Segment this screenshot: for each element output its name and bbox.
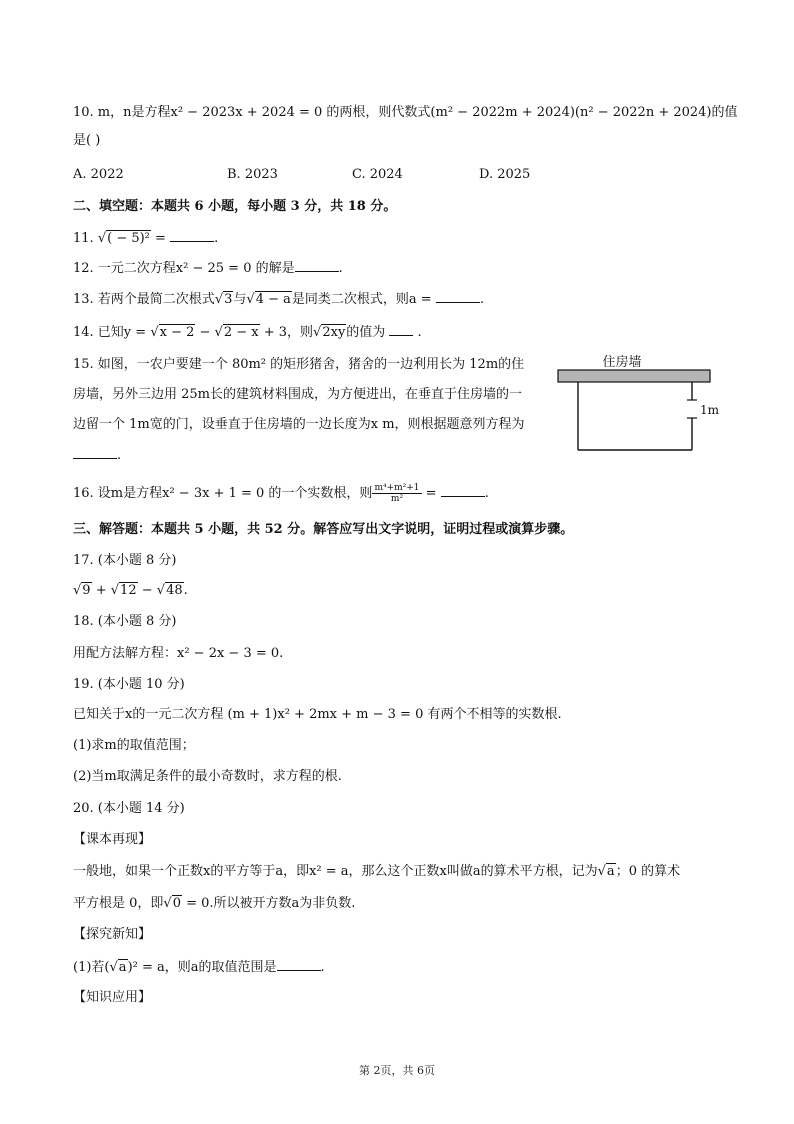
q16-numerator: m⁴+m²+1 bbox=[374, 483, 420, 493]
q11-suffix: = bbox=[150, 231, 171, 246]
q19-body: 已知关于x的一元二次方程 (m + 1)x² + 2mx + m − 3 = 0 有两个不相等的实数根. bbox=[73, 707, 562, 722]
q20-sub3: 【知识应用】 bbox=[73, 990, 152, 1005]
q20-part1 bbox=[73, 958, 733, 977]
q20-part1-end: . bbox=[320, 960, 325, 975]
sqrt-symbol: √12 bbox=[110, 583, 137, 598]
q10-option-b: B. 2023 bbox=[227, 167, 278, 182]
q17-radicand-3: 48 bbox=[166, 583, 183, 598]
q17-title: 17. (本小题 8 分) bbox=[73, 553, 177, 568]
q13-line bbox=[73, 290, 733, 309]
q20-part1-answer-blank[interactable] bbox=[277, 958, 321, 971]
q15-answer-blank[interactable] bbox=[73, 446, 117, 459]
q17-radicand-1: 9 bbox=[82, 583, 91, 598]
q15-line1: 15. 如图，一农户要建一个 80m² 的矩形猪舍，猪舍的一边利用长为 12m的住 bbox=[73, 357, 525, 372]
q20-para2-a: 平方根是 0，即 bbox=[73, 896, 164, 911]
q14-radicand-3: 2xy bbox=[322, 325, 346, 340]
q14-tail: 的值为 bbox=[346, 325, 386, 340]
q16-prefix: 16. 设m是方程x² − 3x + 1 = 0 的一个实数根，则 bbox=[73, 486, 373, 501]
q10-stem-line2: 是( ) bbox=[73, 133, 101, 148]
q20-para1 bbox=[73, 863, 733, 881]
section2-heading: 二、填空题：本题共 6 小题，每小题 3 分，共 18 分。 bbox=[73, 199, 397, 214]
q20-para2 bbox=[73, 895, 733, 913]
q13-radicand-1: 3 bbox=[224, 292, 233, 307]
q20-para1-a: 一般地，如果一个正数x的平方等于a，即x² = a，那么这个正数x叫做a的算术平方根，记为 bbox=[73, 864, 598, 879]
q17-end: . bbox=[183, 583, 188, 598]
q17-minus: − bbox=[137, 583, 157, 598]
q14-answer-blank[interactable] bbox=[389, 323, 413, 336]
q16-denominator: m² bbox=[390, 494, 404, 504]
q14-after: + 3，则 bbox=[259, 325, 314, 340]
q10-option-c: C. 2024 bbox=[352, 167, 403, 182]
q13-prefix: 13. 若两个最简二次根式 bbox=[73, 292, 215, 307]
q20-part1-a: (1)若( bbox=[73, 960, 110, 975]
pigpen-diagram bbox=[556, 352, 720, 456]
section3-heading: 三、解答题：本题共 5 小题，共 52 分。解答应写出文字说明，证明过程或演算步骤。 bbox=[73, 522, 574, 537]
q17-expression bbox=[73, 582, 733, 600]
sqrt-symbol: √( − 5)² bbox=[97, 231, 150, 246]
q16-end: . bbox=[484, 486, 489, 501]
q13-mid: 与 bbox=[233, 292, 247, 307]
sqrt-symbol: √3 bbox=[214, 292, 233, 307]
q17-radicand-2: 12 bbox=[120, 583, 137, 598]
wall-label: 住房墙 bbox=[602, 355, 642, 370]
q18-title: 18. (本小题 8 分) bbox=[73, 614, 177, 629]
q20-para1-b: ；0 的算术 bbox=[615, 864, 681, 879]
q20-para2-radicand: 0 bbox=[172, 896, 181, 911]
q14-end: . bbox=[413, 325, 422, 340]
house-wall bbox=[558, 370, 710, 382]
q11-prefix: 11. bbox=[73, 231, 98, 246]
q19-title: 19. (本小题 10 分) bbox=[73, 677, 185, 692]
q20-para2-b: = 0.所以被开方数a为非负数. bbox=[181, 896, 356, 911]
q13-radicand-2: 4 − a bbox=[255, 292, 291, 307]
sqrt-symbol: √9 bbox=[73, 583, 91, 598]
door-width-label: 1m bbox=[700, 403, 720, 417]
q19-part1: (1)求m的取值范围； bbox=[73, 738, 195, 753]
q13-answer-blank[interactable] bbox=[436, 290, 480, 303]
q16-line bbox=[73, 483, 733, 504]
q11-radicand: ( − 5)² bbox=[107, 231, 150, 246]
q12-end: . bbox=[338, 261, 343, 276]
sqrt-symbol: √2xy bbox=[313, 325, 346, 340]
q20-part1-radicand: a bbox=[118, 960, 127, 975]
q11-line bbox=[73, 229, 733, 248]
q10-option-d: D. 2025 bbox=[479, 167, 531, 182]
sqrt-symbol: √0 bbox=[163, 896, 181, 911]
sqrt-symbol: √48 bbox=[156, 583, 183, 598]
q14-minus: − bbox=[195, 325, 215, 340]
q19-part2: (2)当m取满足条件的最小奇数时，求方程的根. bbox=[73, 769, 342, 784]
sqrt-symbol: √x − 2 bbox=[150, 325, 195, 340]
page-footer: 第 2页，共 6页 bbox=[359, 1064, 435, 1077]
q12-answer-blank[interactable] bbox=[295, 259, 339, 272]
q14-line bbox=[73, 323, 733, 342]
q15-line2: 房墙，另外三边用 25m长的建筑材料围成，为方便进出，在垂直于住房墙的一 bbox=[73, 387, 523, 402]
q18-body: 用配方法解方程：x² − 2x − 3 = 0. bbox=[73, 646, 284, 661]
q14-prefix: 14. 已知y = bbox=[73, 325, 151, 340]
sqrt-symbol: √4 − a bbox=[246, 292, 291, 307]
q16-answer-blank[interactable] bbox=[441, 484, 485, 497]
q12-line bbox=[73, 259, 733, 278]
q16-eq: = bbox=[421, 486, 441, 501]
q20-title: 20. (本小题 14 分) bbox=[73, 801, 185, 816]
q11-end: . bbox=[214, 231, 219, 246]
q15-line3: 边留一个 1m宽的门，设垂直于住房墙的一边长度为x m，则根据题意列方程为 bbox=[73, 417, 525, 432]
q20-part1-b: )² = a，则a的取值范围是 bbox=[127, 960, 277, 975]
q14-radicand-1: x − 2 bbox=[159, 325, 195, 340]
sqrt-symbol: √a bbox=[109, 960, 127, 975]
q10-stem-line1: 10. m，n是方程x² − 2023x + 2024 = 0 的两根，则代数式(m² − 2022m + 2024)(n² − 2022n + 2024)的值 bbox=[73, 105, 738, 120]
q13-after: 是同类二次根式，则a = bbox=[291, 292, 436, 307]
q16-fraction bbox=[372, 483, 421, 504]
q12-text: 12. 一元二次方程x² − 25 = 0 的解是 bbox=[73, 261, 295, 276]
q20-para1-radicand: a bbox=[606, 864, 615, 879]
sqrt-symbol: √2 − x bbox=[214, 325, 259, 340]
q13-end: . bbox=[479, 292, 484, 307]
q15-end: . bbox=[117, 448, 122, 463]
q20-sub2: 【探究新知】 bbox=[73, 927, 152, 942]
q11-answer-blank[interactable] bbox=[170, 229, 214, 242]
q14-radicand-2: 2 − x bbox=[223, 325, 259, 340]
sqrt-symbol: √a bbox=[597, 864, 615, 879]
q10-option-a: A. 2022 bbox=[73, 167, 124, 182]
q17-plus: + bbox=[91, 583, 111, 598]
q20-sub1: 【课本再现】 bbox=[73, 832, 152, 847]
